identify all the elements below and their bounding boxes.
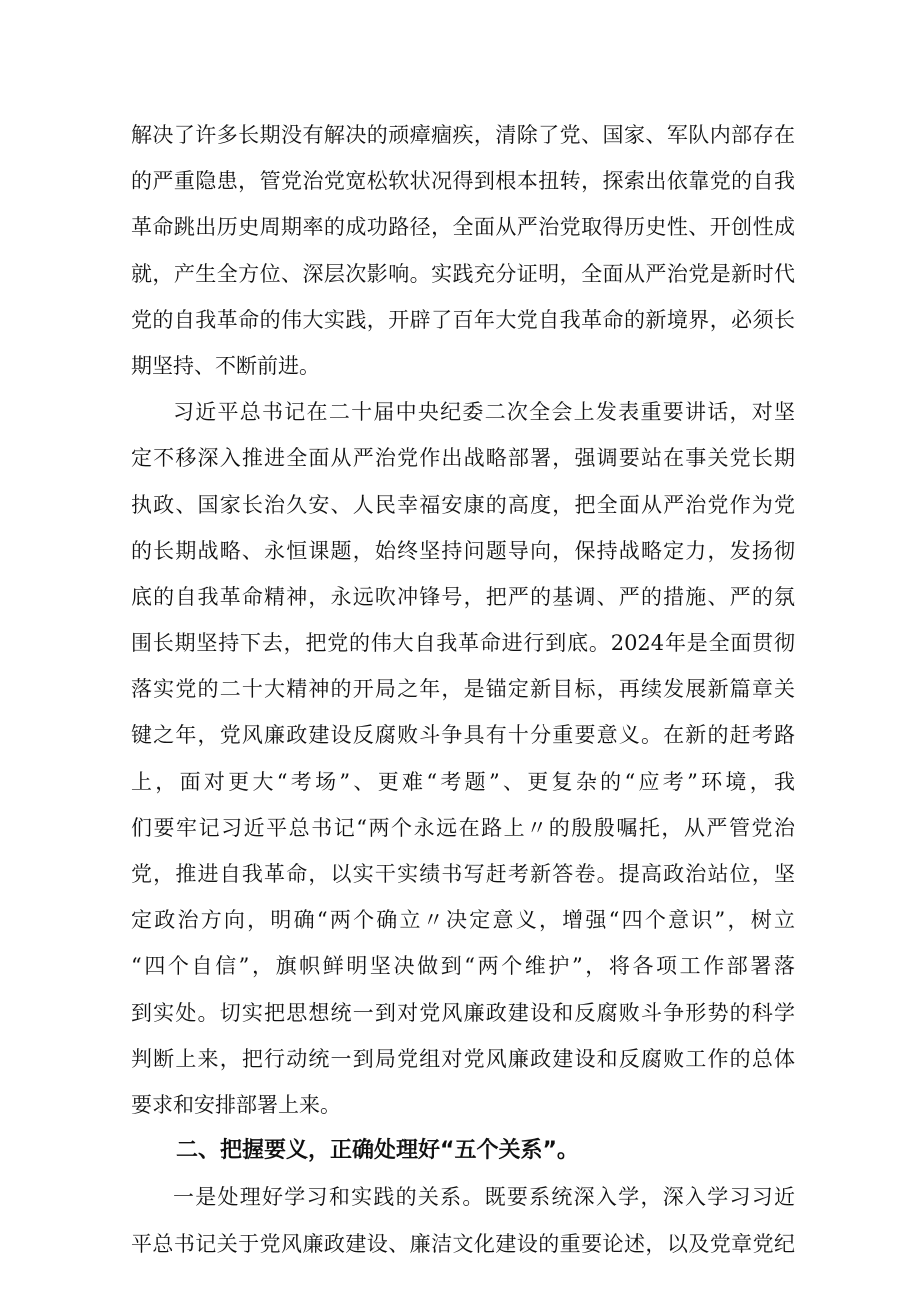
- paragraph-line: 键之年，党风廉政建设反腐败斗争具有十分重要意义。在新的赶考路: [131, 723, 795, 748]
- paragraph-line: 定政治方向，明确“两个确立〃决定意义，增强“四个意识”，树立: [131, 908, 795, 933]
- paragraph-3: [131, 1174, 795, 1266]
- paragraph-line: 期坚持、不断前进。: [131, 353, 320, 378]
- section-heading: 二、把握要义，正确处理好“五个关系”。: [176, 1138, 579, 1164]
- paragraph-line: “四个自信”，旗帜鲜明坚决做到“两个维护”，将各项工作部署落: [131, 954, 795, 979]
- paragraph-line: 执政、国家长治久安、人民幸福安康的高度，把全面从严治党作为党: [131, 492, 795, 517]
- paragraph-line: 到实处。切实把思想统一到对党风廉政建设和反腐败斗争形势的科学: [131, 1000, 795, 1025]
- paragraph-line: 上，面对更大“考场”、更难“考题”、更复杂的“应考”环境，我: [131, 769, 795, 794]
- paragraph-line: 党的自我革命的伟大实践，开辟了百年大党自我革命的新境界，必须长: [131, 307, 795, 332]
- paragraph-line: 的长期战略、永恒课题，始终坚持问题导向，保持战略定力，发扬彻: [131, 538, 795, 563]
- paragraph-line: 革命跳出历史周期率的成功路径，全面从严治党取得历史性、开创性成: [131, 215, 795, 240]
- paragraph-line: 就，产生全方位、深层次影响。实践充分证明，全面从严治党是新时代: [131, 261, 795, 286]
- paragraph-line: 要求和安排部署上来。: [131, 1092, 341, 1117]
- document-body: [131, 112, 795, 1267]
- paragraph-line: 解决了许多长期没有解决的顽瘴痼疾，清除了党、国家、军队内部存在: [131, 123, 795, 147]
- paragraph-line: 底的自我革命精神，永远吹冲锋号，把严的基调、严的措施、严的氛: [131, 584, 795, 609]
- paragraph-line: 围长期坚持下去，把党的伟大自我革命进行到底。2024年是全面贯彻: [131, 631, 795, 656]
- paragraph-line: 一是处理好学习和实践的关系。既要系统深入学，深入学习习近: [173, 1185, 795, 1210]
- paragraph-line: 们要牢记习近平总书记“两个永远在路上〃的殷殷嘱托，从严管党治: [131, 815, 795, 840]
- paragraph-line: 判断上来，把行动统一到局党组对党风廉政建设和反腐败工作的总体: [131, 1046, 795, 1071]
- paragraph-1: [131, 112, 795, 389]
- paragraph-line: 平总书记关于党风廉政建设、廉洁文化建设的重要论述，以及党章党纪: [131, 1231, 795, 1256]
- paragraph-line: 定不移深入推进全面从严治党作出战略部署，强调要站在事关党长期: [131, 446, 795, 471]
- paragraph-line: 党，推进自我革命，以实干实绩书写赶考新答卷。提高政治站位，坚: [131, 862, 795, 886]
- paragraph-line: 的严重隐患，管党治党宽松软状况得到根本扭转，探索出依靠党的自我: [131, 169, 795, 194]
- paragraph-2: [131, 389, 795, 1128]
- paragraph-line: 习近平总书记在二十届中央纪委二次全会上发表重要讲话，对坚: [173, 400, 795, 425]
- paragraph-line: 落实党的二十大精神的开局之年，是锚定新目标，再续发展新篇章关: [131, 677, 795, 702]
